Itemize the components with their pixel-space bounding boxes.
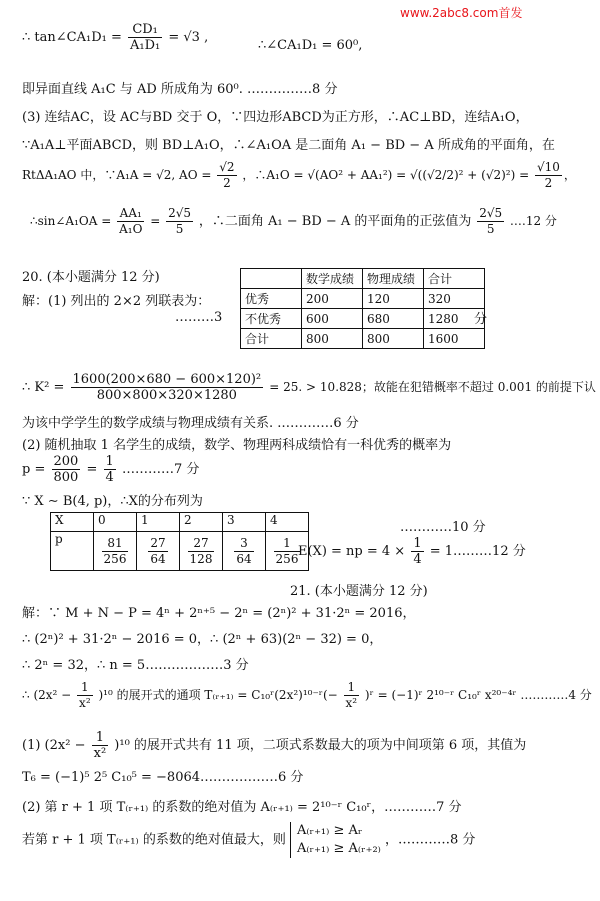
table-row xyxy=(241,269,485,289)
expectation xyxy=(298,536,526,567)
p-equals: = xyxy=(86,462,98,477)
table-cell: 不优秀 xyxy=(241,309,302,329)
table-cell: 优秀 xyxy=(241,289,302,309)
k2-fraction: $\frac{\text{1600(200×680 − 600×120)²}}{800\times 800\times 320\times 1280}$ xyxy=(72,372,262,403)
table-cell: 680 xyxy=(363,309,424,329)
skew-line-angle: 即异面直线 A₁C 与 AD 所成角为 60⁰. ……………8 分 xyxy=(22,82,338,97)
p-lhs: p = xyxy=(22,462,46,477)
ex-fraction: $\frac{1}{4}$ xyxy=(413,536,422,567)
table-cell: 合计 xyxy=(424,269,485,289)
score-7: …………7 分 xyxy=(121,462,200,477)
table-cell: 800 xyxy=(302,329,363,349)
part21-1 xyxy=(22,730,526,761)
angle-result: ∴∠CA₁D₁ = 60⁰, xyxy=(258,38,363,53)
inequality-system: A₍ᵣ₊₁₎ ≥ Aᵣ A₍ᵣ₊₁₎ ≥ A₍ᵣ₊₂₎ xyxy=(290,822,381,858)
prob-equation xyxy=(22,454,199,485)
dist-header-cell: 2 xyxy=(180,513,223,532)
table-cell: 200 xyxy=(302,289,363,309)
part3-line1: (3) 连结AC，设 AC与BD 交于 O，∵四边形ABCD为正方形，∴AC⊥BD，连结A₁O， xyxy=(22,110,529,125)
equals: = xyxy=(150,214,161,228)
binomial-text: ∵ X ∼ B(4, p)，∴X的分布列为 xyxy=(22,494,203,509)
a1o-formula: ，∴A₁O = √(AO² + AA₁²) = √((√2/2)² + (√2)²) = xyxy=(242,168,530,182)
dist-header-cell: 1 xyxy=(137,513,180,532)
q21-title: 21. (本小题满分 12 分) xyxy=(290,584,428,599)
dist-prob-cell: $\frac{81}{256}$ xyxy=(94,532,137,571)
sin-fraction2: $\frac{2√5}{5}$ xyxy=(168,206,192,236)
dist-header-row xyxy=(51,513,309,532)
q20-title: 20. (本小题满分 12 分) xyxy=(22,270,160,285)
table-cell: 数学成绩 xyxy=(302,269,363,289)
ex-rhs: = 1………12 分 xyxy=(429,544,526,559)
dist-label-cell: p xyxy=(51,532,94,571)
dist-header-cell: 3 xyxy=(223,513,266,532)
dist-prob-cell: $\frac{27}{128}$ xyxy=(180,532,223,571)
p1-fraction: $\frac{1}{\text{x²}}$ xyxy=(93,730,107,761)
k2-equation xyxy=(22,372,596,403)
sin-calc xyxy=(30,206,557,237)
p-fraction2: $\frac{1}{4}$ xyxy=(105,454,114,485)
dist-header-cell: X xyxy=(51,513,94,532)
gt-b: )¹⁰ 的展开式的通项 T₍ᵣ₊₁₎ = C₁₀ʳ(2x²)¹⁰⁻ʳ(− xyxy=(98,688,338,702)
dist-prob-cell: $\frac{27}{64}$ xyxy=(137,532,180,571)
general-term xyxy=(22,680,592,711)
p2-a: 若第 r + 1 项 T₍ᵣ₊₁₎ 的系数的绝对值最大，则 xyxy=(22,832,286,848)
q21-step1: 解：∵ M + N − P = 4ⁿ + 2ⁿ⁺⁵ − 2ⁿ = (2ⁿ)² + 31·2ⁿ = 2016， xyxy=(22,606,416,621)
dist-header-cell: 4 xyxy=(266,513,309,532)
rt-triangle-calc: RtΔA₁AO 中，∵A₁A = √2, AO = $\frac{√2}{2}$ ，∴A₁O = √(AO² + AA₁²) = √((√2/2)² + (√2)²) = $\frac{√10}{2}$ ， xyxy=(22,160,576,190)
table-cell: 1280 xyxy=(424,309,485,329)
q20-part1: 解：(1) 列出的 2×2 列联表为： xyxy=(22,294,211,309)
dist-prob-row xyxy=(51,532,309,571)
distribution-table xyxy=(50,512,309,571)
k2-conclusion-2: 为该中学学生的数学成绩与物理成绩有关系. .…………6 分 xyxy=(22,416,359,431)
table-row xyxy=(241,289,485,309)
table-cell: 1600 xyxy=(424,329,485,349)
part3-line2: ∵A₁A⊥平面ABCD，则 BD⊥A₁O，∴∠A₁OA 是二面角 A₁ − BD − A 所成角的平面角，在 xyxy=(22,138,555,153)
score-12: .…12 分 xyxy=(510,214,557,228)
k2-conclusion: = 25. > 10.828；故能在犯错概率不超过 0.001 的前提下认 xyxy=(269,380,596,394)
table-cell: 600 xyxy=(302,309,363,329)
score-10: …………10 分 xyxy=(400,520,486,535)
sin-fraction1: $\frac{\text{AA₁}}{\text{A₁O}}$ xyxy=(119,206,143,236)
part2-text: (2) 随机抽取 1 名学生的成绩，数学、物理两科成绩恰有一科优秀的概率为 xyxy=(22,438,452,453)
table-row xyxy=(241,309,485,329)
gt-c: )ʳ = (−1)ʳ 2¹⁰⁻ʳ C₁₀ʳ x²⁰⁻⁴ʳ …………4 分 xyxy=(364,688,592,702)
k2-lhs: ∴ K² = xyxy=(22,380,65,395)
part21-2: (2) 第 r + 1 项 T₍ᵣ₊₁₎ 的系数的绝对值为 A₍ᵣ₊₁₎ = 2¹⁰⁻ʳ C₁₀ʳ，…………7 分 xyxy=(22,800,462,815)
table-cell: 物理成绩 xyxy=(363,269,424,289)
table-cell: 120 xyxy=(363,289,424,309)
tan-lhs: ∴ tan∠CA₁D₁ = xyxy=(22,30,122,45)
tan-fraction: $\frac{\text{CD₁}}{\text{A₁D₁}}$ xyxy=(130,22,161,53)
rt-text: RtΔA₁AO 中，∵A₁A = √2, AO = xyxy=(22,168,212,182)
tan-equation xyxy=(22,22,208,53)
dist-prob-cell: $\frac{3}{64}$ xyxy=(223,532,266,571)
ao-fraction: $\frac{√2}{2}$ xyxy=(219,160,235,190)
sin-lhs: ∴sin∠A₁OA = xyxy=(30,214,112,228)
q21-step2: ∴ (2ⁿ)² + 31·2ⁿ − 2016 = 0，∴ (2ⁿ + 63)(2ⁿ − 32) = 0， xyxy=(22,632,383,647)
p1-a: (1) (2x² − xyxy=(22,738,86,753)
dist-header-cell: 0 xyxy=(94,513,137,532)
table-row xyxy=(241,329,485,349)
table-cell: 320 xyxy=(424,289,485,309)
table-cell: 800 xyxy=(363,329,424,349)
p1-b: )¹⁰ 的展开式共有 11 项，二项式系数最大的项为中间项第 6 项，其值为 xyxy=(114,738,527,753)
sin-fraction3: $\frac{2√5}{5}$ xyxy=(479,206,503,236)
dist-prob-cell: $\frac{1}{256}$ xyxy=(266,532,309,571)
ex-lhs: E(X) = np = 4 × xyxy=(298,544,406,559)
q21-step3: ∴ 2ⁿ = 32，∴ n = 5………………3 分 xyxy=(22,658,249,673)
p-fraction1: $\frac{200}{800}$ xyxy=(53,454,79,485)
table-cell: 合计 xyxy=(241,329,302,349)
watermark: www.2abc8.com首发 xyxy=(400,6,523,20)
t6-value: T₆ = (−1)⁵ 2⁵ C₁₀⁵ = −8064………………6 分 xyxy=(22,770,304,785)
q20-dots: ………3 xyxy=(175,310,223,325)
score-8: ，…………8 分 xyxy=(385,832,476,848)
q20-fen: 分 xyxy=(474,312,488,327)
gt-a: ∴ (2x² − xyxy=(22,688,72,702)
gt-fraction1: $\frac{1}{\text{x²}}$ xyxy=(79,680,91,710)
sin-conclusion: ，∴二面角 A₁ − BD − A 的平面角的正弦值为 xyxy=(198,214,472,229)
a1o-fraction: $\frac{√10}{2}$ xyxy=(537,160,560,190)
contingency-table xyxy=(240,268,488,349)
part21-2b xyxy=(22,822,475,858)
table-cell xyxy=(241,269,302,289)
gt-fraction2: $\frac{1}{\text{x²}}$ xyxy=(345,680,358,710)
tan-rhs: = √3 , xyxy=(168,30,209,45)
